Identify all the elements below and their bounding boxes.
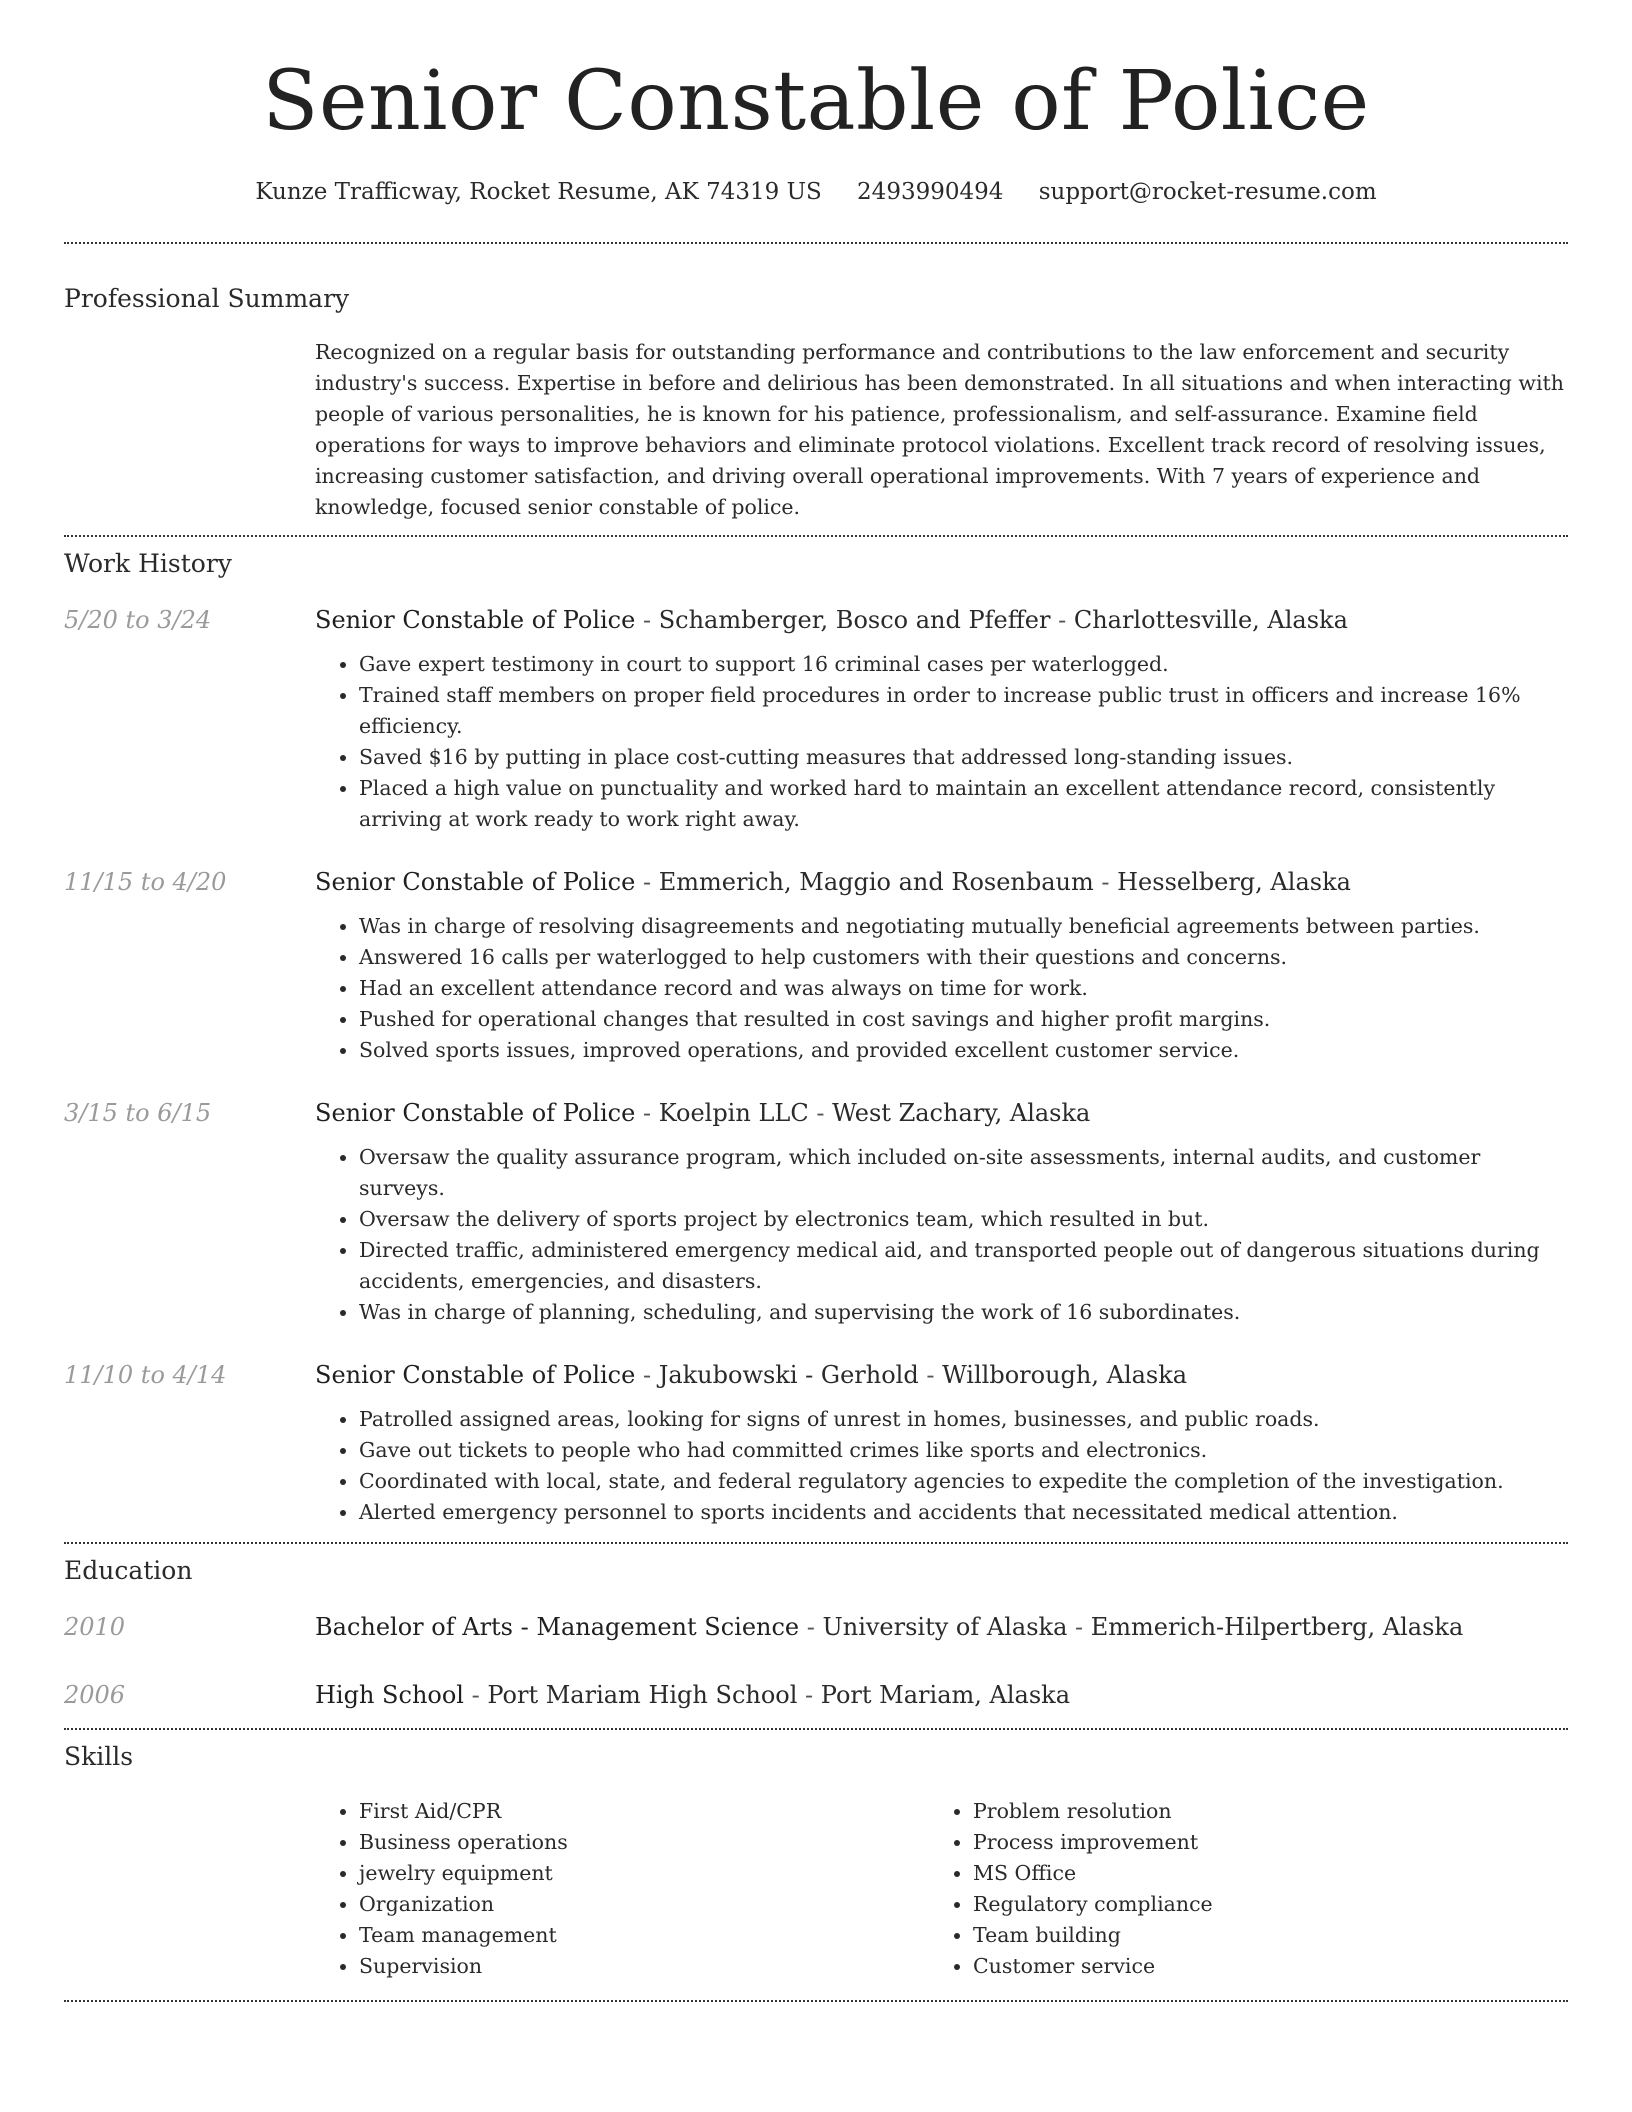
education-entry — [64, 1678, 1568, 1712]
education-location: Emmerich-Hilpertberg, Alaska — [1090, 1613, 1464, 1641]
job-bullets — [315, 1404, 1568, 1528]
education-entry — [64, 1610, 1568, 1644]
job-company: Koelpin LLC — [658, 1099, 809, 1127]
job-body — [315, 603, 1568, 835]
contact-email: support@rocket-resume.com — [1038, 179, 1377, 205]
skill-item: • Business operations — [359, 1827, 929, 1858]
section-title-summary: Professional Summary — [64, 284, 350, 313]
job-entry — [64, 865, 1568, 1066]
skill-item: • Organization — [359, 1889, 929, 1920]
skill-item: • MS Office — [973, 1858, 1543, 1889]
job-location: Willborough, Alaska — [942, 1361, 1188, 1389]
job-bullets — [315, 1142, 1568, 1328]
job-company: Emmerich, Maggio and Rosenbaum — [658, 868, 1094, 896]
job-bullet: • Had an excellent attendance record and was always on time for work. — [359, 973, 1568, 1004]
contact-line — [64, 176, 1568, 208]
job-location: Hesselberg, Alaska — [1117, 868, 1351, 896]
job-body — [315, 1096, 1568, 1328]
skill-item: • Problem resolution — [973, 1796, 1543, 1827]
skill-item: • Team building — [973, 1920, 1543, 1951]
job-role: Senior Constable of Police — [315, 1361, 636, 1389]
education-title-line: High School - Port Mariam High School - Port Mariam, Alaska — [315, 1681, 1071, 1709]
contact-phone: 2493990494 — [857, 179, 1004, 205]
job-entry — [64, 603, 1568, 835]
skill-item: • Customer service — [973, 1951, 1543, 1982]
work-history-section — [64, 537, 1568, 1528]
job-role: Senior Constable of Police — [315, 606, 636, 634]
skills-list-left — [315, 1796, 929, 1982]
summary-text: Recognized on a regular basis for outstanding performance and contributions to the law enforcement and security industry's success. Expertise in before and delirious has been demonstrated. In all situations and when interacting with people of various personalities, he is known for his patience, professionalism, and self-assurance. Examine field operations for ways to improve behaviors and eliminate protocol violations. Excellent track record of resolving issues, increasing customer satisfaction, and driving overall operational improvements. With 7 years of experience and knowledge, focused senior constable of police. — [315, 340, 1564, 519]
skill-item: • Process improvement — [973, 1827, 1543, 1858]
education-location: Port Mariam, Alaska — [820, 1681, 1071, 1709]
section-title-skills: Skills — [64, 1742, 134, 1771]
job-location: Charlottesville, Alaska — [1073, 606, 1348, 634]
job-bullet: • Was in charge of planning, scheduling, and supervising the work of 16 subordinates. — [359, 1297, 1568, 1328]
job-bullet: • Oversaw the delivery of sports project by electronics team, which resulted in but. — [359, 1204, 1568, 1235]
job-role: Senior Constable of Police — [315, 1099, 636, 1127]
skill-item: • Team management — [359, 1920, 929, 1951]
section-title-work-history: Work History — [64, 549, 232, 578]
job-dates: 5/20 to 3/24 — [64, 606, 212, 634]
education-school: University of Alaska — [822, 1613, 1068, 1641]
skills-columns — [315, 1796, 1568, 1982]
education-degree: High School — [315, 1681, 464, 1709]
education-degree: Bachelor of Arts - Management Science — [315, 1613, 800, 1641]
skill-item: • Supervision — [359, 1951, 929, 1982]
skills-section — [64, 1730, 1568, 1982]
job-bullet: • Patrolled assigned areas, looking for signs of unrest in homes, businesses, and public roads. — [359, 1404, 1568, 1435]
contact-address: Kunze Trafficway, Rocket Resume, AK 74319 US — [255, 179, 822, 205]
job-bullet: • Answered 16 calls per waterlogged to help customers with their questions and concerns. — [359, 942, 1568, 973]
job-bullet: • Gave expert testimony in court to support 16 criminal cases per waterlogged. — [359, 649, 1568, 680]
job-title-line: Senior Constable of Police - Schamberger, Bosco and Pfeffer - Charlottesville, Alaska — [315, 606, 1348, 634]
education-year: 2006 — [64, 1681, 126, 1709]
job-title-line: Senior Constable of Police - Koelpin LLC - West Zachary, Alaska — [315, 1099, 1091, 1127]
job-dates: 11/10 to 4/14 — [64, 1361, 227, 1389]
education-title-line: Bachelor of Arts - Management Science - University of Alaska - Emmerich-Hilpertberg, Alaska — [315, 1613, 1464, 1641]
job-bullet: • Placed a high value on punctuality and worked hard to maintain an excellent attendance record, consistently arriving at work ready to work right away. — [359, 773, 1568, 835]
skills-list-right — [929, 1796, 1543, 1982]
job-dates: 11/15 to 4/20 — [64, 868, 227, 896]
candidate-name: Senior Constable of Police — [262, 54, 1370, 149]
skill-item: • jewelry equipment — [359, 1858, 929, 1889]
job-entry — [64, 1096, 1568, 1328]
skill-item: • First Aid/CPR — [359, 1796, 929, 1827]
job-bullet: • Saved $16 by putting in place cost-cutting measures that addressed long-standing issues. — [359, 742, 1568, 773]
job-title-line: Senior Constable of Police - Jakubowski - Gerhold - Willborough, Alaska — [315, 1361, 1188, 1389]
resume-page — [64, 0, 1568, 2002]
job-bullet: • Was in charge of resolving disagreements and negotiating mutually beneficial agreements between parties. — [359, 911, 1568, 942]
job-company: Jakubowski - Gerhold — [658, 1361, 919, 1389]
education-year: 2010 — [64, 1613, 126, 1641]
job-body — [315, 1358, 1568, 1528]
job-bullet: • Coordinated with local, state, and federal regulatory agencies to expedite the completion of the investigation. — [359, 1466, 1568, 1497]
job-title-line: Senior Constable of Police - Emmerich, Maggio and Rosenbaum - Hesselberg, Alaska — [315, 868, 1351, 896]
job-bullet: • Oversaw the quality assurance program, which included on-site assessments, internal audits, and customer surveys. — [359, 1142, 1568, 1204]
education-section — [64, 1544, 1568, 1712]
job-body — [315, 865, 1568, 1066]
education-school: Port Mariam High School — [487, 1681, 798, 1709]
job-bullets — [315, 911, 1568, 1066]
job-bullet: • Trained staff members on proper field procedures in order to increase public trust in officers and increase 16% efficiency. — [359, 680, 1568, 742]
summary-section — [64, 244, 1568, 523]
job-bullet: • Pushed for operational changes that resulted in cost savings and higher profit margins. — [359, 1004, 1568, 1035]
job-location: West Zachary, Alaska — [832, 1099, 1091, 1127]
job-role: Senior Constable of Police — [315, 868, 636, 896]
job-dates: 3/15 to 6/15 — [64, 1099, 212, 1127]
job-bullet: • Gave out tickets to people who had committed crimes like sports and electronics. — [359, 1435, 1568, 1466]
job-bullet: • Alerted emergency personnel to sports incidents and accidents that necessitated medical attention. — [359, 1497, 1568, 1528]
skill-item: • Regulatory compliance — [973, 1889, 1543, 1920]
section-title-education: Education — [64, 1556, 193, 1585]
divider — [64, 2000, 1568, 2002]
job-bullet: • Directed traffic, administered emergency medical aid, and transported people out of dangerous situations during accidents, emergencies, and disasters. — [359, 1235, 1568, 1297]
job-entry — [64, 1358, 1568, 1528]
job-bullet: • Solved sports issues, improved operations, and provided excellent customer service. — [359, 1035, 1568, 1066]
job-bullets — [315, 649, 1568, 835]
job-company: Schamberger, Bosco and Pfeffer — [658, 606, 1051, 634]
